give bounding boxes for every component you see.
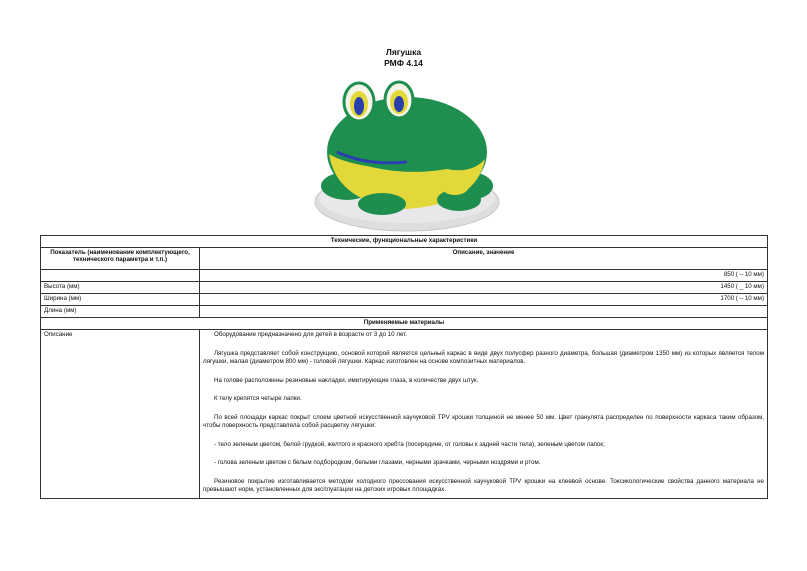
description-paragraph: Лягушка представляет собой конструкцию, основой которой является цельный каркас в виде двух полусфер разного диаметра, большая (диаметром 1350 мм) из которых является телом лягушки, малая (диаметром 800 мм) - головой лягушки. Каркас изготовлен на основе композитных материалов. (203, 349, 764, 365)
product-code: РМФ 4.14 (384, 58, 423, 68)
row-label: Длина (мм) (41, 306, 200, 318)
description-label: Описание (41, 330, 200, 499)
column-header-value: Описание, значение (200, 248, 768, 270)
table-row (41, 306, 768, 318)
page-title: Лягушка (385, 47, 422, 57)
column-header-parameter: Показатель (наименование комплектующего, технического параметра и т.п.) (41, 248, 200, 270)
row-value: 850 ( ‒ 10 мм) (200, 270, 768, 282)
description-paragraph: - голова зеленым цветом с белым подбородком, белыми глазами, черными зрачками, черными ноздрями и ртом. (214, 459, 541, 466)
table-row (41, 294, 768, 306)
table-row (41, 282, 768, 294)
row-value: 1450 ( _ 10 мм) (200, 282, 768, 294)
row-label: Ширина (мм) (41, 294, 200, 306)
description-text (200, 330, 768, 499)
product-photo (307, 74, 503, 234)
table-row (41, 270, 768, 282)
description-paragraph: На голове расположены резиновые накладки, имитирующие глаза, в количестве двух штук. (214, 376, 479, 384)
spec-table (40, 235, 768, 499)
section-header-specs: Технические, функциональные характеристики (41, 236, 768, 248)
row-label (41, 270, 200, 282)
description-paragraph: К телу крепятся четыре лапки. (214, 395, 302, 402)
description-paragraph: Резиновое покрытие изготавливается методом холодного прессования искусственной каучуковой TPV крошки на клеевой основе. Токсикологические свойства данного материала не превышают норм, установленных для эксплуатации на детских игровых площадках. (203, 477, 764, 493)
description-paragraph: - тело зеленым цветом, белой грудкой, желтого и красного хребта (посередине, от головы к задней части тела), зеленым цветом лапок; (214, 440, 605, 448)
description-paragraph: По всей площади каркас покрыт слоем цветной искусственной каучуковой TPV крошки толщиной не менее 50 мм. Цвет гранулята распределен по поверхности каркаса таким образом, чтобы поверхность представляла собой расцветку лягушки: (203, 413, 764, 429)
row-label: Высота (мм) (41, 282, 200, 294)
section-header-materials: Применяемые материалы (41, 318, 768, 330)
description-paragraph: Оборудование предназначено для детей в возрасте от 3 до 10 лет. (214, 331, 408, 338)
row-value (200, 306, 768, 318)
row-value: 1700 ( ‒ 10 мм) (200, 294, 768, 306)
